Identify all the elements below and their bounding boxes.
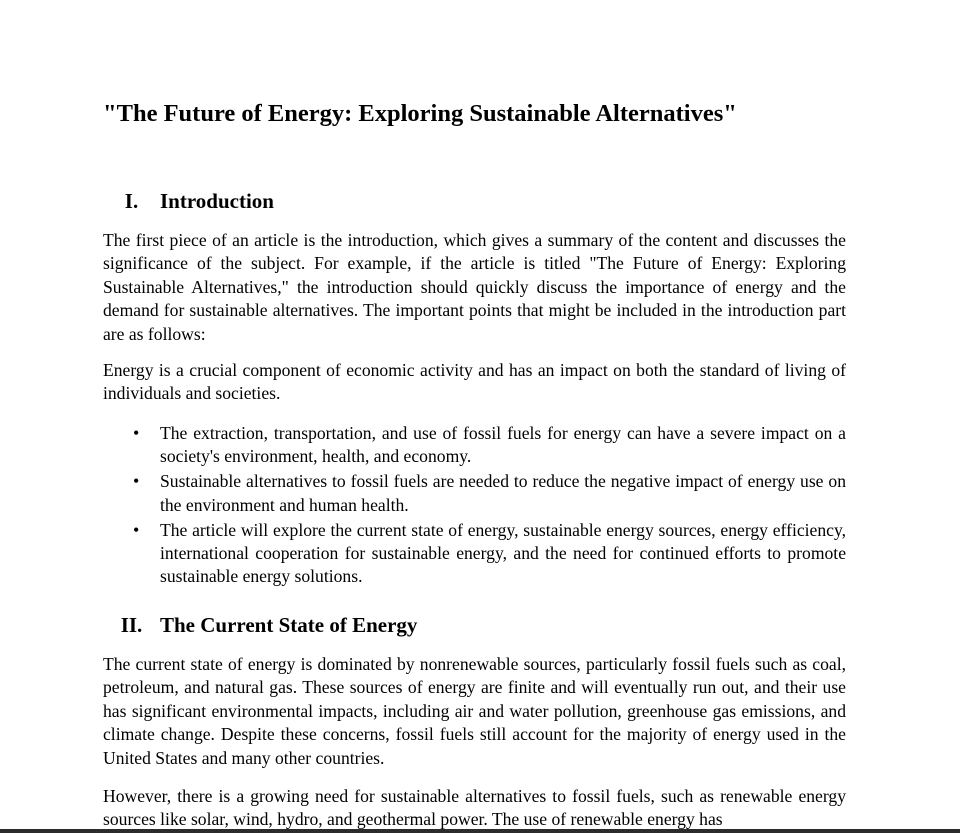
document-title: "The Future of Energy: Exploring Sustainable Alternatives" bbox=[103, 100, 737, 127]
paragraph-intro-1: The first piece of an article is the introduction, which gives a summary of the content and discusses the significance of the subject. For example, if the article is titled "The Future of Energy: Exploring Sustainable Alternatives," the introduction should quickly discuss the importance of energy and the demand for sustainable alternatives. The important points that might be included in the introduction part are as follows: bbox=[103, 230, 846, 344]
bullet-icon: • bbox=[133, 471, 140, 492]
paragraph-current-state-2: However, there is a growing need for sustainable alternatives to fossil fuels, such as renewable energy sources like solar, wind, hydro, and geothermal power. The use of renewable energy has bbox=[103, 786, 846, 830]
bullet-list bbox=[103, 422, 846, 590]
paragraph-intro-2: Energy is a crucial component of economic activity and has an impact on both the standard of living of individuals and societies. bbox=[103, 360, 846, 404]
paragraph-current-state-1: The current state of energy is dominated by nonrenewable sources, particularly fossil fuels such as coal, petroleum, and natural gas. These sources of energy are finite and will eventually run out, and their use has significant environmental impacts, including air and water pollution, greenhouse gas emissions, and climate change. Despite these concerns, fossil fuels still account for the majority of energy used in the United States and many other countries. bbox=[103, 654, 846, 768]
list-item bbox=[103, 422, 846, 469]
list-item-text: Sustainable alternatives to fossil fuels are needed to reduce the negative impact of energy use on the environment and human health. bbox=[160, 471, 846, 515]
list-item-text: The extraction, transportation, and use of fossil fuels for energy can have a severe impact on a society's environment, health, and economy. bbox=[160, 423, 846, 467]
section-number: I. bbox=[124, 189, 139, 213]
list-item-text: The article will explore the current state of energy, sustainable energy sources, energy efficiency, international cooperation for sustainable energy, and the need for continued efforts to promote sustainable energy solutions. bbox=[160, 519, 846, 587]
section-heading-current-state bbox=[103, 612, 417, 638]
list-item bbox=[103, 470, 846, 517]
bullet-icon: • bbox=[133, 519, 140, 540]
bullet-icon: • bbox=[133, 423, 140, 443]
section-title: Introduction bbox=[160, 189, 274, 213]
section-number: II. bbox=[120, 613, 143, 637]
section-title: The Current State of Energy bbox=[160, 613, 418, 637]
list-item bbox=[103, 519, 846, 589]
section-heading-introduction bbox=[103, 188, 274, 214]
viewer-bottom-edge bbox=[0, 829, 960, 833]
